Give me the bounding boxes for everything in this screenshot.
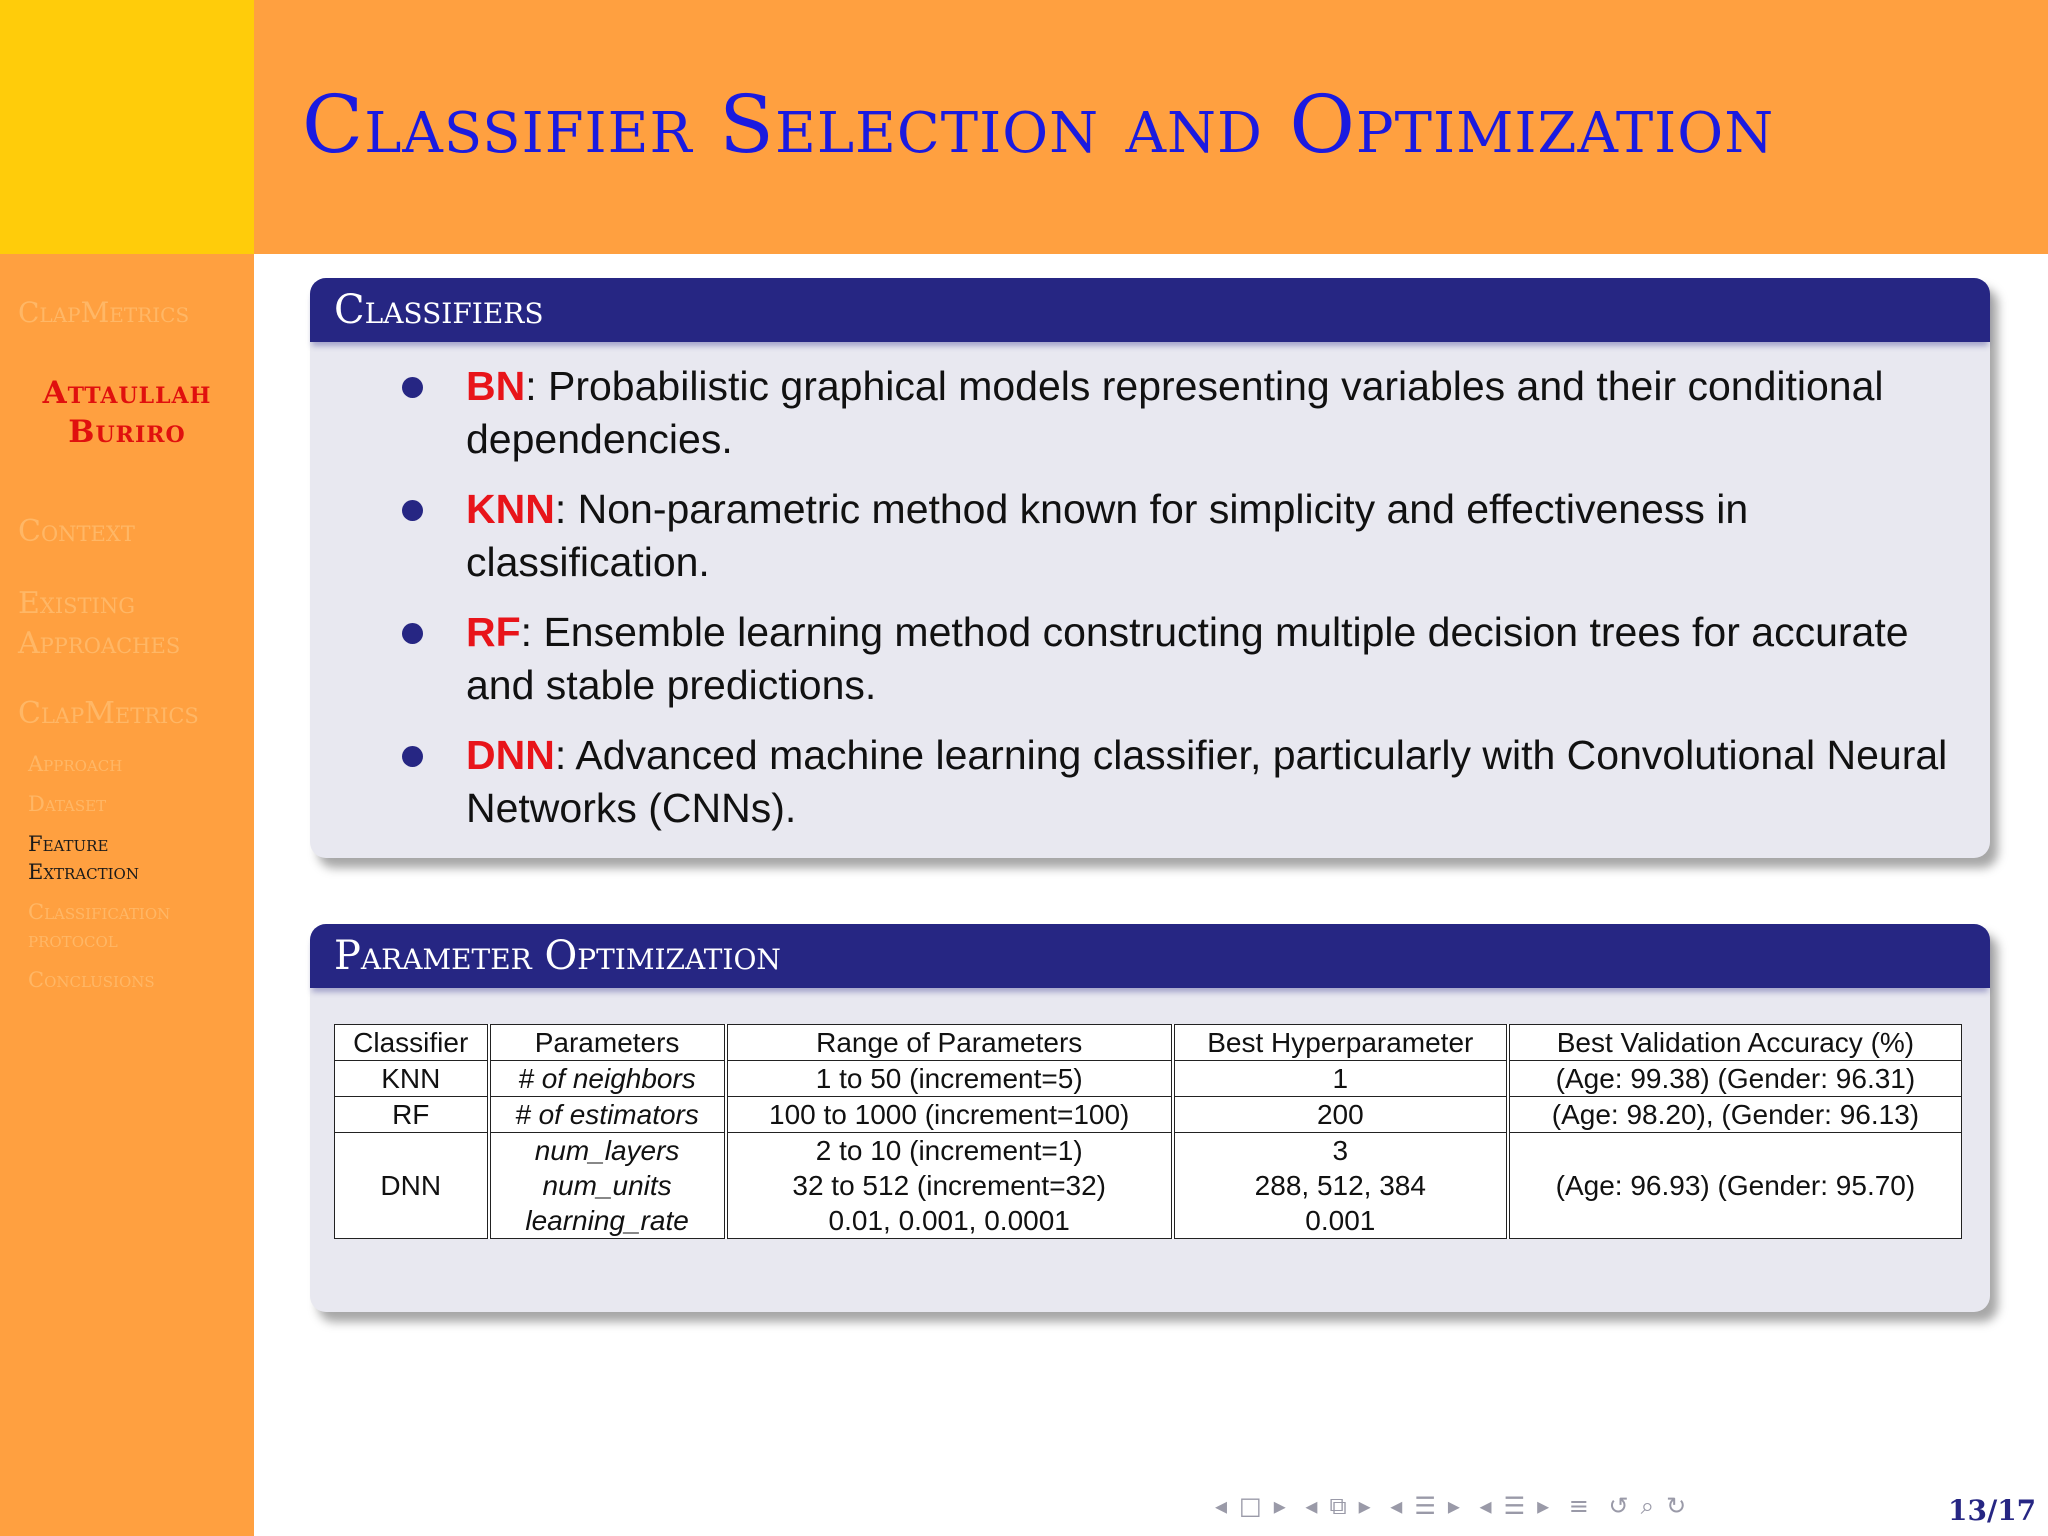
bullet-icon [402, 377, 423, 398]
table-header-row [335, 1025, 1962, 1061]
range-cell [726, 1133, 1173, 1239]
best-value: 3 [1332, 1135, 1349, 1166]
accuracy-cell: (Age: 99.38) (Gender: 96.31) [1508, 1061, 1962, 1097]
classifier-list [402, 360, 1962, 852]
range-value: 0.01, 0.001, 0.0001 [828, 1205, 1070, 1236]
sidebar-sub-classification-protocol[interactable] [28, 898, 170, 954]
sidebar-section-context[interactable]: Context [18, 514, 135, 549]
bullet-icon [402, 623, 423, 644]
best-value: 288, 512, 384 [1254, 1170, 1426, 1201]
parameter-table [334, 1024, 1962, 1239]
best-hyperparameter-cell [1173, 1133, 1508, 1239]
parameter-block-title: Parameter Optimization [310, 924, 1990, 988]
align-icon[interactable]: ≡ [1568, 1492, 1589, 1520]
section-label-line: Approaches [18, 626, 181, 661]
classifier-cell: DNN [335, 1133, 489, 1239]
classifier-description: : Probabilistic graphical models representing variables and their conditional dependencies. [466, 363, 1884, 462]
range-value: 32 to 512 (increment=32) [792, 1170, 1107, 1201]
column-header: Best Hyperparameter [1173, 1025, 1508, 1061]
bullet-icon [402, 746, 423, 767]
list-item [402, 729, 1962, 835]
arrow-left-icon[interactable]: ◂ [1215, 1492, 1228, 1520]
arrow-right-icon[interactable]: ▸ [1273, 1492, 1286, 1520]
best-hyperparameter-cell: 200 [1173, 1097, 1508, 1133]
author-first-name: Attaullah [42, 375, 212, 411]
arrow-left-icon[interactable]: ◂ [1305, 1492, 1318, 1520]
sub-label-line: Extraction [28, 860, 139, 884]
column-header: Range of Parameters [726, 1025, 1173, 1061]
range-cell: 100 to 1000 (increment=100) [726, 1097, 1173, 1133]
arrow-right-icon[interactable]: ▸ [1447, 1492, 1460, 1520]
sidebar [0, 254, 254, 1536]
section-icon[interactable]: ☰ [1503, 1492, 1526, 1520]
list-item [402, 483, 1962, 589]
classifier-cell: RF [335, 1097, 489, 1133]
corner-logo-area [0, 0, 254, 254]
sidebar-sub-approach[interactable]: Approach [28, 752, 123, 776]
classifier-term: KNN [466, 486, 555, 532]
arrow-right-icon[interactable]: ▸ [1358, 1492, 1371, 1520]
parameter-name: learning_rate [525, 1205, 689, 1236]
sidebar-sub-dataset[interactable]: Dataset [28, 792, 107, 816]
classifier-description: : Ensemble learning method constructing multiple decision trees for accurate and stable predictions. [466, 609, 1909, 708]
sidebar-sub-conclusions[interactable]: Conclusions [28, 968, 155, 992]
author-last-name: Buriro [68, 414, 186, 450]
parameter-name: num_units [542, 1170, 672, 1201]
table-row [335, 1133, 1962, 1239]
frame-icon[interactable]: □ [1239, 1492, 1262, 1520]
sidebar-presentation-title[interactable]: ClapMetrics [18, 296, 190, 329]
classifier-description: : Advanced machine learning classifier, particularly with Convolutional Neural Networks (CNNs). [466, 732, 1948, 831]
list-item [402, 606, 1962, 712]
column-header: Best Validation Accuracy (%) [1508, 1025, 1962, 1061]
accuracy-cell: (Age: 96.93) (Gender: 95.70) [1508, 1133, 1962, 1239]
sub-label-line: Classification [28, 900, 171, 924]
redo-icon[interactable]: ↻ [1666, 1492, 1687, 1520]
slide-title: Classifier Selection and Optimization [302, 78, 1775, 171]
parameter-name: num_layers [534, 1135, 680, 1166]
range-cell: 1 to 50 (increment=5) [726, 1061, 1173, 1097]
arrow-left-icon[interactable]: ◂ [1479, 1492, 1492, 1520]
subsection-icon[interactable]: ⧉ [1329, 1492, 1347, 1520]
classifier-term: DNN [466, 732, 555, 778]
section-icon[interactable]: ☰ [1414, 1492, 1436, 1520]
column-header: Parameters [489, 1025, 726, 1061]
table-row [335, 1061, 1962, 1097]
accuracy-cell: (Age: 98.20), (Gender: 96.13) [1508, 1097, 1962, 1133]
beamer-navigation [1215, 1492, 1698, 1520]
sidebar-author [0, 374, 254, 452]
page-number: 13/17 [1948, 1494, 2037, 1527]
column-header: Classifier [335, 1025, 489, 1061]
classifier-cell: KNN [335, 1061, 489, 1097]
classifiers-block-title: Classifiers [310, 278, 1990, 342]
parameters-cell: # of neighbors [489, 1061, 726, 1097]
classifiers-block [310, 278, 1990, 858]
sub-label-line: protocol [28, 928, 118, 952]
range-value: 2 to 10 (increment=1) [815, 1135, 1083, 1166]
classifier-term: RF [466, 609, 521, 655]
parameter-optimization-block [310, 924, 1990, 1312]
sidebar-section-existing-approaches[interactable] [18, 584, 180, 664]
search-icon[interactable]: ⌕ [1640, 1492, 1655, 1520]
table-row [335, 1097, 1962, 1133]
parameters-cell [489, 1133, 726, 1239]
best-hyperparameter-cell: 1 [1173, 1061, 1508, 1097]
undo-icon[interactable]: ↺ [1608, 1492, 1629, 1520]
arrow-left-icon[interactable]: ◂ [1390, 1492, 1403, 1520]
parameters-cell: # of estimators [489, 1097, 726, 1133]
classifier-term: BN [466, 363, 526, 409]
list-item [402, 360, 1962, 466]
sub-label-line: Feature [28, 832, 109, 856]
sidebar-section-clapmetrics[interactable]: ClapMetrics [18, 696, 199, 731]
best-value: 0.001 [1305, 1205, 1376, 1236]
sidebar-sub-feature-extraction[interactable] [28, 830, 139, 886]
section-label-line: Existing [18, 586, 135, 621]
bullet-icon [402, 500, 423, 521]
arrow-right-icon[interactable]: ▸ [1537, 1492, 1550, 1520]
classifier-description: : Non-parametric method known for simplicity and effectiveness in classification. [466, 486, 1749, 585]
